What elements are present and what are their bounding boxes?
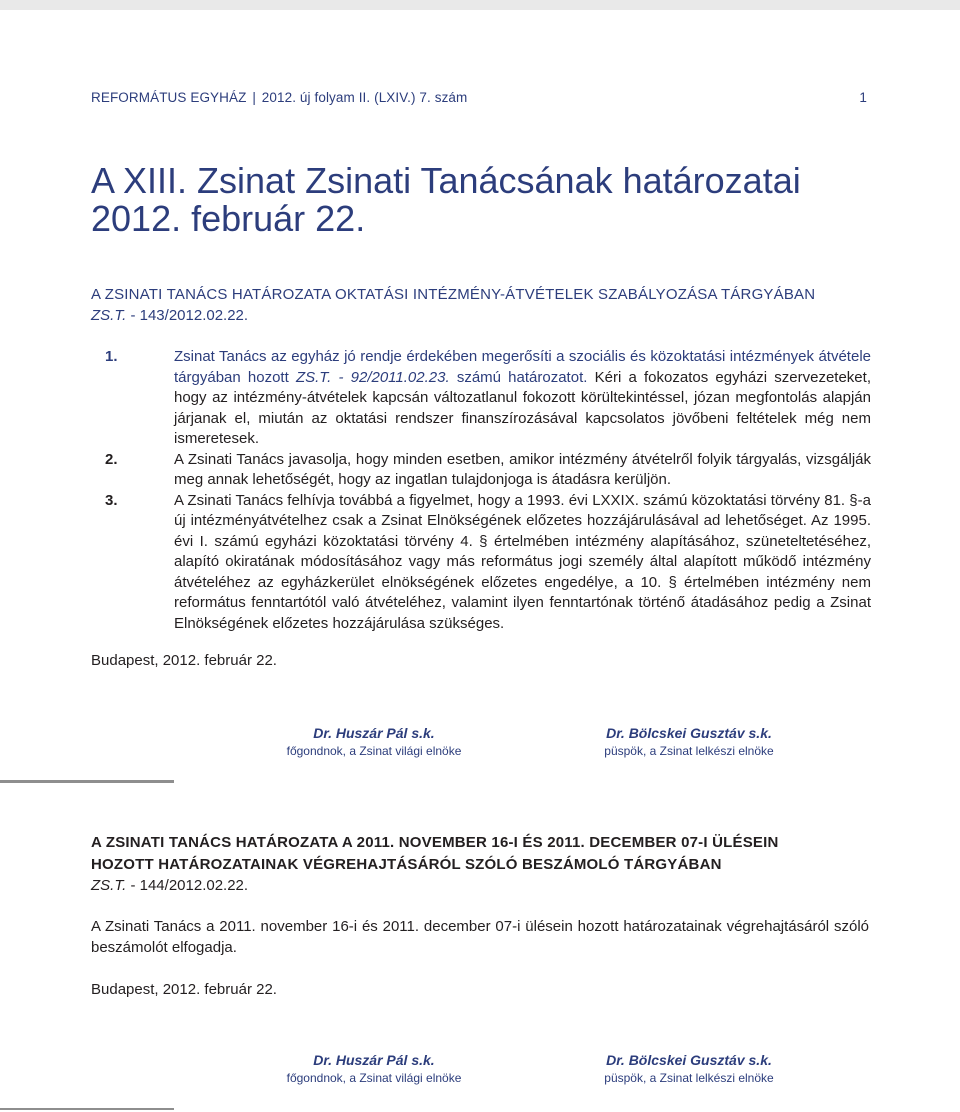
header-separator: |	[252, 90, 256, 105]
section1-place-date: Budapest, 2012. február 22.	[91, 652, 277, 669]
section1-heading: A ZSINATI TANÁCS HATÁROZATA OKTATÁSI INTÉZMÉNY-ÁTVÉTELEK SZABÁLYOZÁSA TÁRGYÁBAN	[91, 286, 816, 303]
signatory-name: Dr. Huszár Pál s.k.	[313, 725, 435, 741]
section-divider	[0, 780, 174, 783]
signatory-name: Dr. Huszár Pál s.k.	[313, 1052, 435, 1068]
title-line-2: 2012. február 22.	[91, 198, 366, 239]
signatory-name: Dr. Bölcskei Gusztáv s.k.	[606, 1052, 772, 1068]
resolution-item-1: 1. Zsinat Tanács az egyház jó rendje érdekében megerősíti a szociális és közoktatási intézmények átvétele tárgyában hozott ZS.T. - 92/2011.02.23. számú határozatot. Kéri a fokozatos egyházi szervezeteket, hogy az intézmény-átvételek kapcsán változatlanul fokozott körültekintéssel, józan megfontolás alapján járjanak el, miután az oktatási rendszer finanszírozásával kapcsolatos jövőbeni feltételek még nem ismeretesek.	[105, 348, 871, 447]
signature-bolcskei-2	[576, 1051, 802, 1087]
signature-bolcskei	[576, 724, 802, 760]
resolution-item-2: 2. A Zsinati Tanács javasolja, hogy minden esetben, amikor intézmény átvételről folyik tárgyalás, vizsgálják meg annak lehetőségét, hogy az ingatlan tulajdonjoga is átadásra kerüljön.	[105, 450, 871, 488]
section2-heading: A ZSINATI TANÁCS HATÁROZATA A 2011. NOVEMBER 16-I ÉS 2011. DECEMBER 07-I ÜLÉSEIN HOZOTT HATÁROZATAINAK VÉGREHAJTÁSÁRÓL SZÓLÓ BESZÁMOLÓ TÁRGYÁBAN	[91, 834, 779, 873]
section2-reference: ZS.T. - 144/2012.02.22.	[91, 877, 249, 894]
page-number: 1	[859, 90, 867, 105]
item-number: 2.	[105, 450, 118, 468]
resolution-items	[91, 347, 871, 634]
signature-huszar-2	[262, 1051, 486, 1087]
resolution-item-3: 3. A Zsinati Tanács felhívja továbbá a figyelmet, hogy a 1993. évi LXXIX. számú közoktatási törvény 81. §-a új intézményátvételhez csak a Zsinat Elnökségének előzetes hozzájárulásával ad lehetőséget. Az 1995. évi I. számú egyházi közoktatási törvény 4. § értelmében intézmény alapításához, szüneteltetéséhez, alapító okiratának módosításához vagy más református jogi személy által alapított működő intézmény átvételéhez az egyházkerület elnökségének előzetes engedélye, a 10. § értelmében intézmény nem református fenntartótól való átvételéhez, valamint ilyen fenntartónak történő átadásához pedig a Zsinat Elnökségének előzetes hozzájárulása szükséges.	[105, 491, 871, 632]
bottom-divider	[0, 1108, 174, 1110]
issue-info: 2012. új folyam II. (LXIV.) 7. szám	[261, 90, 468, 105]
page-title	[91, 162, 891, 238]
section1-reference: ZS.T. - 143/2012.02.22.	[91, 307, 249, 324]
signatory-role: főgondnok, a Zsinat világi elnöke	[286, 744, 462, 758]
signature-huszar	[262, 724, 486, 760]
signatory-role: püspök, a Zsinat lelkészi elnöke	[604, 1071, 774, 1085]
item-number: 1.	[105, 348, 118, 365]
top-border	[0, 0, 960, 10]
publication-name: REFORMÁTUS EGYHÁZ	[91, 90, 247, 105]
item-number: 3.	[105, 491, 118, 509]
signatory-name: Dr. Bölcskei Gusztáv s.k.	[606, 725, 772, 741]
signatory-role: főgondnok, a Zsinat világi elnöke	[286, 1071, 462, 1085]
running-header	[91, 90, 867, 105]
section2-place-date: Budapest, 2012. február 22.	[91, 981, 277, 998]
section2-text: A Zsinati Tanács a 2011. november 16-i és 2011. december 07-i ülésein hozott határozatainak végrehajtásáról szóló beszámolót elfogadja.	[91, 918, 869, 956]
title-line-1: A XIII. Zsinat Zsinati Tanácsának határozatai	[91, 160, 801, 201]
signatory-role: püspök, a Zsinat lelkészi elnöke	[604, 744, 774, 758]
